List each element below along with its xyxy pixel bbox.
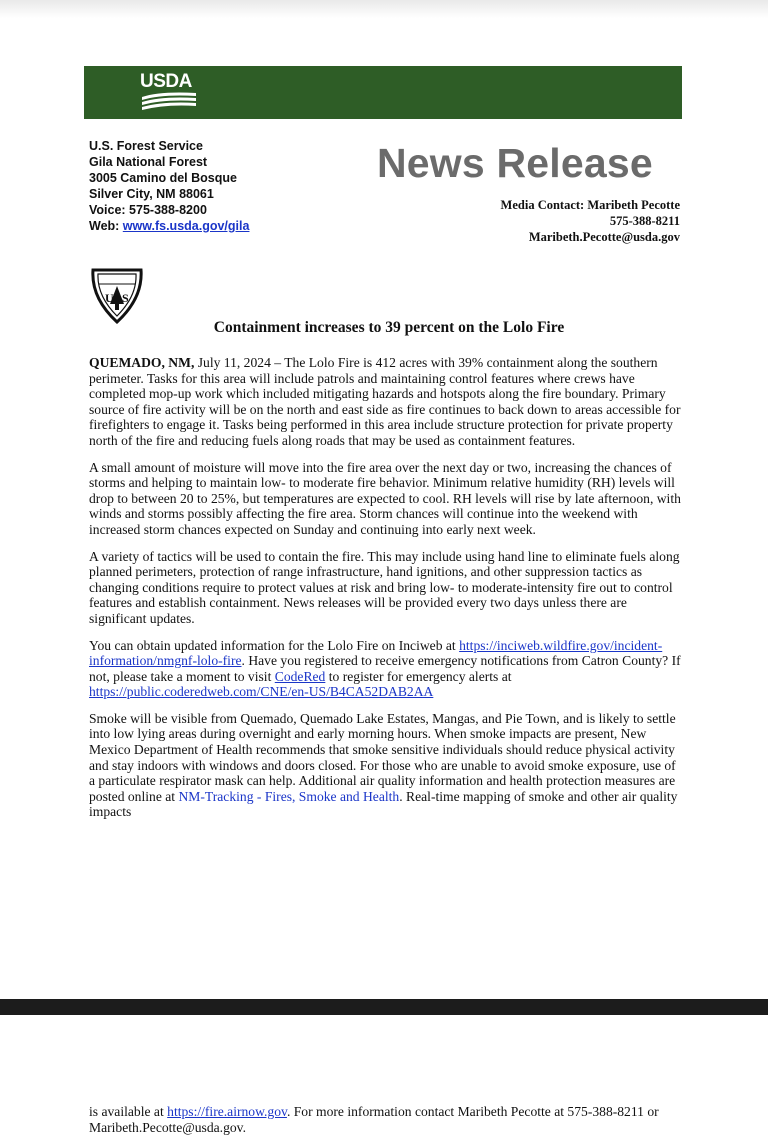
release-body <box>89 355 681 831</box>
airnow-link[interactable]: https://fire.airnow.gov <box>167 1104 287 1119</box>
address-web-label: Web: <box>89 219 123 233</box>
contact-name: Media Contact: Maribeth Pecotte <box>500 198 680 212</box>
address-voice: Voice: 575-388-8200 <box>89 203 207 217</box>
inciweb-link[interactable]: https://inciweb.wildfire.gov/incident-information/nmgnf-lolo-fire <box>89 637 663 669</box>
continued-text-a: is available at <box>89 1104 168 1119</box>
address-web-link[interactable]: www.fs.usda.gov/gila <box>122 219 250 233</box>
dateline: QUEMADO, NM, <box>89 355 195 370</box>
paragraph-2: A small amount of moisture will move into the fire area over the next day or two, increasing the chances of storms and helping to maintain low- to moderate fire behavior. Minimum relative humidity (RH) levels will drop to between 20 to 25%, but temperatures are expected to cool. RH levels will rise by late afternoon, with winds and storms possibly affecting the fire area. Storm chances will continue into the weekend with increased storm chances expected on Sunday and continuing into early next week. <box>89 459 681 537</box>
svg-text:S: S <box>122 291 129 305</box>
contact-phone: 575-388-8211 <box>609 214 680 228</box>
usda-banner <box>84 66 682 119</box>
paragraph-1-text: July 11, 2024 – The Lolo Fire is 412 acres with 39% containment along the southern perimeter. Tasks for this area will include patrols and maintaining control features where crews have completed mop-up work which included mitigating hazards and hotspots along the fire boundary. Primary source of fire activity will be on the north and east side as fire continues to back down to areas accessible for firefighters to engage it. Tasks being performed in this area include structure protection for private property north of the fire and reducing fuels along roads that may be used as containment features. <box>89 355 681 448</box>
paragraph-1 <box>89 355 681 449</box>
viewer-top-shade <box>0 0 768 18</box>
paragraph-4-text-b: . Have you registered to receive emergency notifications from Catron County? If not, please take a moment to visit <box>89 653 681 684</box>
continued-text-b: . For more information contact Maribeth Pecotte at 575-388-8211 or Maribeth.Pecotte@usda.gov. <box>89 1104 659 1135</box>
address-street: 3005 Camino del Bosque <box>89 171 237 185</box>
address-forest: Gila National Forest <box>89 155 208 169</box>
headline: Containment increases to 39 percent on the Lolo Fire <box>213 319 565 336</box>
address-city: Silver City, NM 88061 <box>89 187 214 201</box>
paragraph-4 <box>89 638 681 700</box>
address-web <box>89 218 249 234</box>
address-agency: U.S. Forest Service <box>89 139 203 153</box>
usda-logo-text: USDA <box>140 71 192 92</box>
usda-logo <box>140 72 200 114</box>
paragraph-5-text-a: Smoke will be visible from Quemado, Quemado Lake Estates, Mangas, and Pie Town, and is likely to settle into low lying areas during overnight and early morning hours. When smoke impacts are present, New Mexico Department of Health recommends that smoke sensitive individuals should reduce physical activity and stay indoors with windows and doors closed. For those who are unable to avoid smoke exposure, use of a particulate respirator mask can help. Additional air quality information and health protection measures are posted online at <box>89 710 676 804</box>
paragraph-5-text-b: . Real-time mapping of smoke and other air quality impacts <box>89 788 678 820</box>
page-2-continued <box>89 1104 681 1135</box>
office-address <box>89 138 249 234</box>
news-release-title: News Release <box>377 140 653 186</box>
paragraph-5 <box>89 711 681 820</box>
svg-text:U: U <box>105 291 114 305</box>
nm-tracking-link[interactable]: NM-Tracking - Fires, Smoke and Health <box>178 788 400 804</box>
codered-url-link[interactable]: https://public.coderedweb.com/CNE/en-US/B4CA52DAB2AA <box>89 684 434 700</box>
forest-service-shield-icon <box>89 264 145 326</box>
media-contact <box>501 197 680 245</box>
usda-hills-icon <box>140 91 200 113</box>
contact-email: Maribeth.Pecotte@usda.gov <box>528 230 680 244</box>
paragraph-4-text-c: to register for emergency alerts at <box>325 668 512 684</box>
paragraph-4-text-a: You can obtain updated information for the Lolo Fire on Inciweb at <box>89 637 460 653</box>
paragraph-3: A variety of tactics will be used to contain the fire. This may include using hand line to eliminate fuels along planned perimeters, protection of range infrastructure, hand ignitions, and other suppression tactics as changing conditions require to protect values at risk and bring low- to moderate-intensity fire out to control features and establish containment. News releases will be provided every two days unless there are significant updates. <box>89 548 680 626</box>
codered-link[interactable]: CodeRed <box>274 668 326 684</box>
page-separator <box>0 999 768 1015</box>
